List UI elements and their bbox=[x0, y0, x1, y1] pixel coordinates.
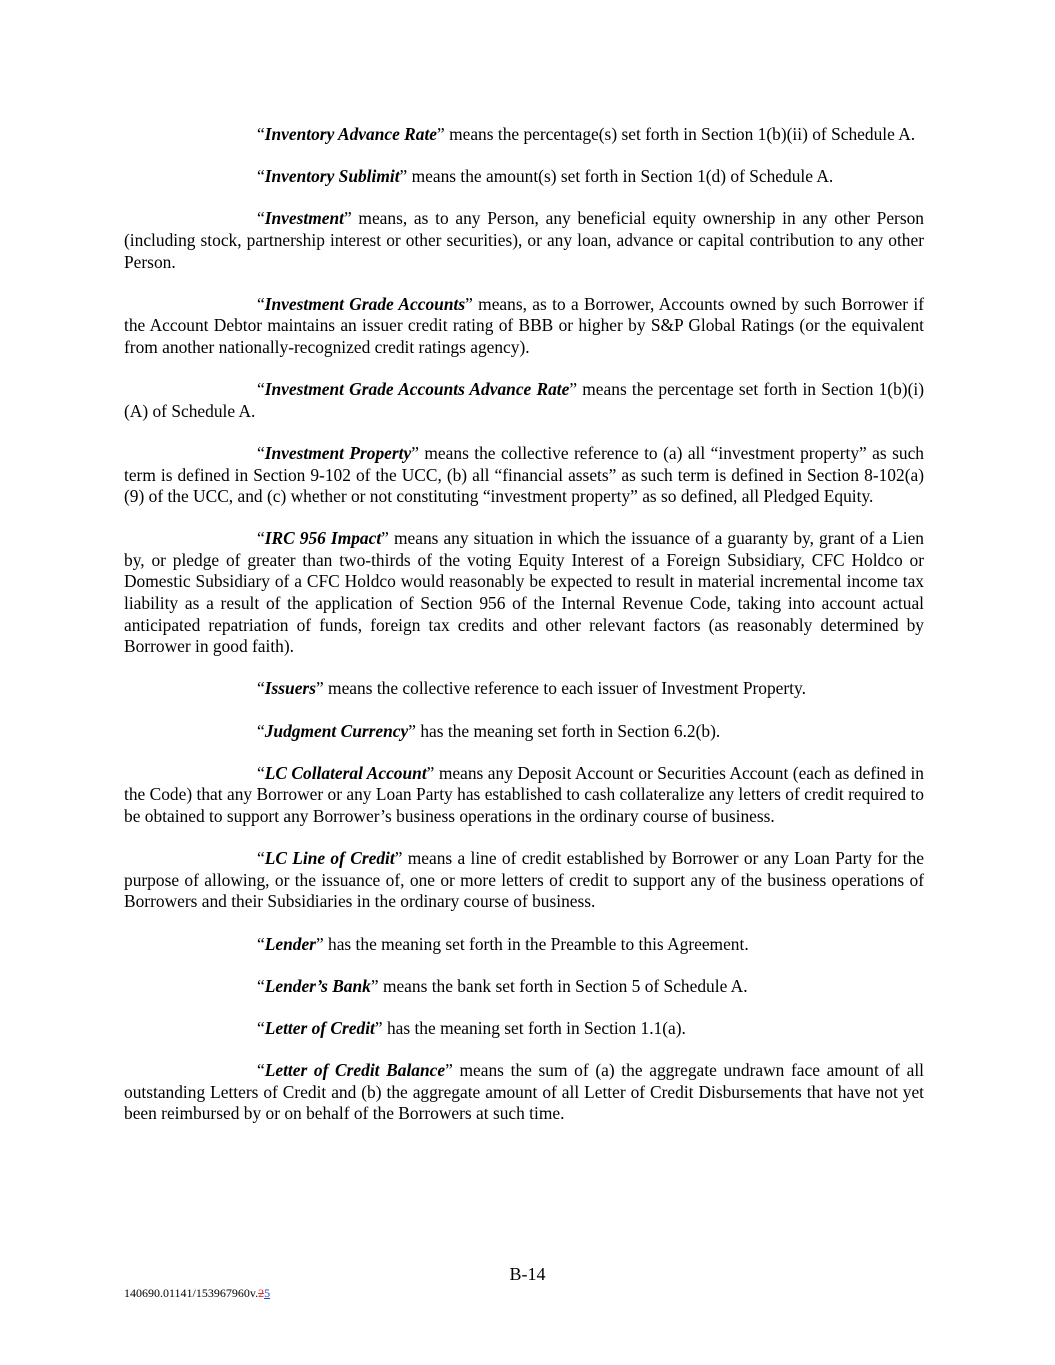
document-id bbox=[124, 1286, 270, 1301]
defined-term: Judgment Currency bbox=[264, 720, 409, 741]
definition-irc-956-impact: “IRC 956 Impact” means any situation in which the issuance of a guaranty by, grant of a Lien by, or pledge of greater than two-thirds of the voting Equity Interest of a Foreign Subsidiary, CFC Holdco or Domestic Subsidiary of a CFC Holdco would reasonably be expected to result in material incremental income tax liability as a result of the application of Section 956 of the Internal Revenue Code, taking into account actual anticipated repatriation of funds, foreign tax credits and other relevant factors (as reasonably determined by Borrower in good faith). bbox=[124, 528, 925, 657]
definition-text: means, as to any Person, any beneficial equity ownership in any other Person (including stock, partnership interest or other securities), or any loan, advance or capital contribution to any other Person. bbox=[124, 208, 924, 272]
definition-investment-property: “Investment Property” means the collective reference to (a) all “investment property” as such term is defined in Section 9-102 of the UCC, (b) all “financial assets” as such term is defined in Section 8-102(a)(9) of the UCC, and (c) whether or not constituting “investment property” as so defined, all Pledged Equity. bbox=[124, 442, 924, 507]
definition-text: has the meaning set forth in Section 1.1(a). bbox=[382, 1017, 686, 1038]
document-body bbox=[124, 124, 924, 1146]
version-inserted: 5 bbox=[264, 1286, 271, 1300]
defined-term: Investment Property bbox=[264, 442, 412, 463]
defined-term: Issuers bbox=[264, 678, 316, 699]
definition-text: means the collective reference to each issuer of Investment Property. bbox=[323, 678, 806, 699]
definition-text: means the percentage(s) set forth in Section 1(b)(ii) of Schedule A. bbox=[444, 124, 916, 144]
defined-term: IRC 956 Impact bbox=[264, 528, 382, 549]
defined-term: Letter of Credit bbox=[264, 1017, 375, 1038]
defined-term: Letter of Credit Balance bbox=[264, 1060, 446, 1081]
defined-term: Investment Grade Accounts Advance Rate bbox=[264, 379, 570, 400]
definition-lc-collateral-account: “LC Collateral Account” means any Deposit Account or Securities Account (each as defined in the Code) that any Borrower or any Loan Party has established to cash collateralize any letters of credit required to be obtained to support any Borrower’s business operations in the ordinary course of business. bbox=[124, 762, 924, 826]
version-deleted: 2 bbox=[258, 1286, 265, 1300]
defined-term: LC Collateral Account bbox=[264, 762, 427, 783]
definition-text: means, as to a Borrower, Accounts owned by such Borrower if the Account Debtor maintains an issuer credit rating of BBB or higher by S&P Global Ratings (or the equivalent from another nationally-recognized credit ratings agency). bbox=[124, 293, 924, 357]
defined-term: Inventory Sublimit bbox=[264, 166, 400, 187]
definition-text: means the percentage set forth in Section 1(b)(i)(A) of Schedule A. bbox=[124, 379, 924, 421]
definition-text: means the sum of (a) the aggregate undrawn face amount of all outstanding Letters of Credit and (b) the aggregate amount of all Letter of Credit Disbursements that have not yet been reimbursed by or on behalf of the Borrowers at such time. bbox=[124, 1060, 924, 1124]
definition-lender: “Lender” has the meaning set forth in the Preamble to this Agreement. bbox=[257, 933, 749, 954]
defined-term: Lender’s Bank bbox=[264, 975, 371, 996]
definition-issuers: “Issuers” means the collective reference to each issuer of Investment Property. bbox=[257, 678, 806, 699]
definition-text: has the meaning set forth in Section 6.2(b). bbox=[415, 720, 721, 741]
definition-text: means the bank set forth in Section 5 of Schedule A. bbox=[378, 975, 748, 996]
definition-text: means the collective reference to (a) all “investment property” as such term is defined in Section 9-102 of the UCC, (b) all “financial assets” as such term is defined in Section 8-102(a)(9) of the UCC, and (c) whether or not constituting “investment property” as so defined, all Pledged Equity. bbox=[124, 442, 924, 507]
page-number: B-14 bbox=[509, 1264, 546, 1284]
defined-term: LC Line of Credit bbox=[264, 848, 395, 869]
definition-lc-line-of-credit: “LC Line of Credit” means a line of credit established by Borrower or any Loan Party for the purpose of allowing, or the issuance of, one or more letters of credit to support any of the business operations of Borrowers and their Subsidiaries in the ordinary course of business. bbox=[124, 848, 925, 912]
doc-id-prefix: 140690.01141/153967960v. bbox=[124, 1286, 259, 1300]
definition-letter-of-credit: “Letter of Credit” has the meaning set forth in Section 1.1(a). bbox=[257, 1017, 686, 1038]
definition-text: means any situation in which the issuance of a guaranty by, grant of a Lien by, or pledge of greater than two-thirds of the voting Equity Interest of a Foreign Subsidiary, CFC Holdco or Domestic Subsidiary of a CFC Holdco would reasonably be expected to result in material incremental income tax liability as a result of the application of Section 956 of the Internal Revenue Code, taking into account actual anticipated repatriation of funds, foreign tax credits and other relevant factors (as reasonably determined by Borrower in good faith). bbox=[124, 528, 925, 657]
definition-investment: “Investment” means, as to any Person, any beneficial equity ownership in any other Person (including stock, partnership interest or other securities), or any loan, advance or capital contribution to any other Person. bbox=[124, 208, 924, 272]
definition-investment-grade-accounts: “Investment Grade Accounts” means, as to a Borrower, Accounts owned by such Borrower if the Account Debtor maintains an issuer credit rating of BBB or higher by S&P Global Ratings (or the equivalent from another nationally-recognized credit ratings agency). bbox=[124, 293, 924, 357]
definition-judgment-currency: “Judgment Currency” has the meaning set forth in Section 6.2(b). bbox=[257, 720, 721, 741]
definition-text: means any Deposit Account or Securities Account (each as defined in the Code) that any Borrower or any Loan Party has established to cash collateralize any letters of credit required to be obtained to support any Borrower’s business operations in the ordinary course of business. bbox=[124, 762, 924, 826]
definition-text: means the amount(s) set forth in Section 1(d) of Schedule A. bbox=[407, 166, 834, 187]
definition-text: means a line of credit established by Borrower or any Loan Party for the purpose of allowing, or the issuance of, one or more letters of credit to support any of the business operations of Borrowers and their Subsidiaries in the ordinary course of business. bbox=[124, 848, 925, 912]
definition-inventory-advance-rate: “Inventory Advance Rate” means the percentage(s) set forth in Section 1(b)(ii) of Schedule A. bbox=[257, 124, 916, 144]
defined-term: Inventory Advance Rate bbox=[264, 124, 438, 144]
definition-investment-grade-accounts-advance-rate: “Investment Grade Accounts Advance Rate” means the percentage set forth in Section 1(b)(i)(A) of Schedule A. bbox=[124, 379, 924, 421]
definition-lenders-bank: “Lender’s Bank” means the bank set forth in Section 5 of Schedule A. bbox=[257, 975, 748, 996]
defined-term: Investment bbox=[264, 208, 344, 229]
definition-letter-of-credit-balance: “Letter of Credit Balance” means the sum of (a) the aggregate undrawn face amount of all outstanding Letters of Credit and (b) the aggregate amount of all Letter of Credit Disbursements that have not yet been reimbursed by or on behalf of the Borrowers at such time. bbox=[124, 1060, 924, 1124]
definition-inventory-sublimit: “Inventory Sublimit” means the amount(s) set forth in Section 1(d) of Schedule A. bbox=[257, 166, 834, 187]
defined-term: Investment Grade Accounts bbox=[264, 293, 466, 314]
defined-term: Lender bbox=[264, 933, 316, 954]
definition-text: has the meaning set forth in the Preamble to this Agreement. bbox=[323, 933, 749, 954]
